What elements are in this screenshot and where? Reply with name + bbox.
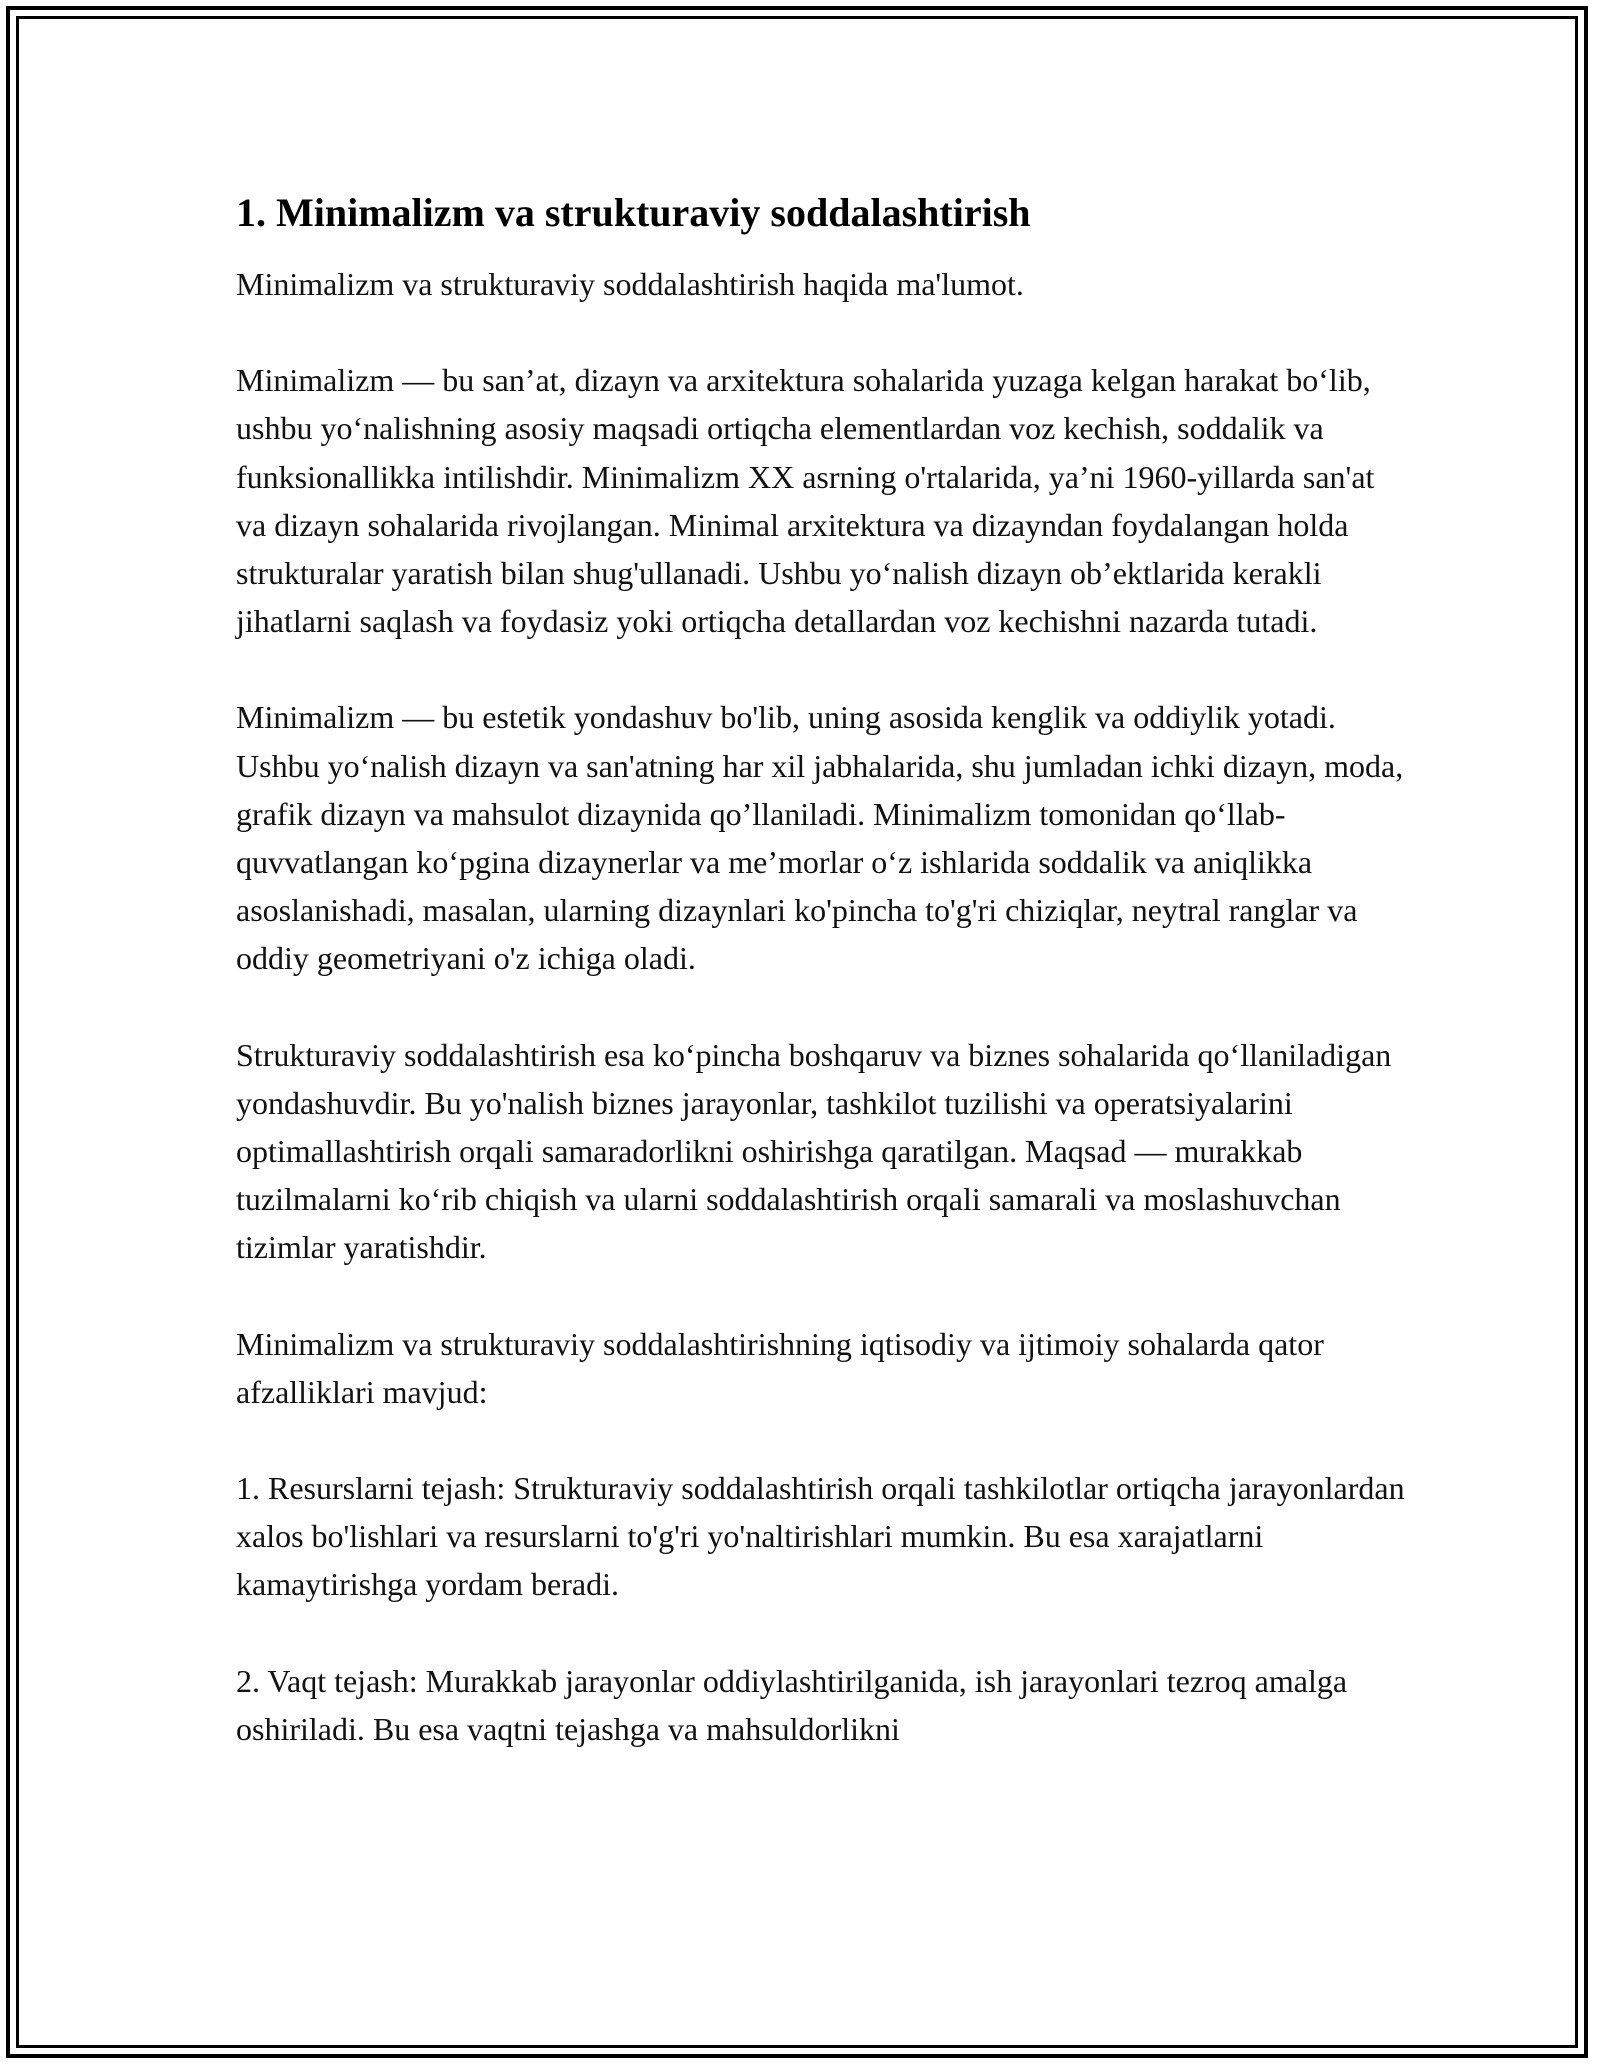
paragraph-structural-simplification: Strukturaviy soddalashtirish esa ko‘pincha boshqaruv va biznes sohalarida qo‘llaniladigan yondashuvdir. Bu yo'nalish biznes jarayonlar, tashkilot tuzilishi va operatsiyalarini optimallashtirish orqali samaradorlikni oshirishga qaratilgan. Maqsad — murakkab tuzilmalarni ko‘rib chiqish va ularni soddalashtirish orqali samarali va moslashuvchan tizimlar yaratishdir. [236, 1036, 1392, 1266]
list-item-time-saving: 2. Vaqt tejash: Murakkab jarayonlar oddiylashtirilganida, ish jarayonlari tezroq amalga oshiriladi. Bu esa vaqtni tejashga va mahsuldorlikni [236, 1662, 1348, 1747]
paragraph-minimalism-definition: Minimalizm — bu san’at, dizayn va arxitektura sohalarida yuzaga kelgan harakat bo‘lib, ushbu yo‘nalishning asosiy maqsadi ortiqcha elementlardan voz kechish, soddalik va funksionallikka intilishdir. Minimalizm XX asrning o'rtalarida, ya’ni 1960-yillarda san'at va dizayn sohalarida rivojlangan. Minimal arxitektura va dizayndan foydalangan holda strukturalar yaratish bilan shug'ullanadi. Ushbu yo‘nalish dizayn ob’ektlarida kerakli jihatlarni saqlash va foydasiz yoki ortiqcha detallardan voz kechishni nazarda tutadi. [236, 362, 1375, 640]
list-item-resource-saving: 1. Resurslarni tejash: Strukturaviy soddalashtirish orqali tashkilotlar ortiqcha jarayonlardan xalos bo'lishlari va resurslarni to'g'ri yo'naltirishlari mumkin. Bu esa xarajatlarni kamaytirishga yordam beradi. [236, 1470, 1405, 1603]
paragraph-minimalism-aesthetic: Minimalizm — bu estetik yondashuv bo'lib, uning asosida kenglik va oddiylik yotadi. Ushbu yo‘nalish dizayn va san'atning har xil jabhalarida, shu jumladan ichki dizayn, moda, grafik dizayn va mahsulot dizaynida qo’llaniladi. Minimalizm tomonidan qo‘llab-quvvatlangan ko‘pgina dizaynerlar va me’morlar o‘z ishlarida soddalik va aniqlikka asoslanishadi, masalan, ularning dizaynlari ko'pincha to'g'ri chiziqlar, neytral ranglar va oddiy geometriyani o'z ichiga oladi. [236, 699, 1404, 977]
document-subtitle: Minimalizm va strukturaviy soddalashtirish haqida ma'lumot. [236, 266, 1024, 302]
document-body [236, 188, 1406, 1753]
document-title: 1. Minimalizm va strukturaviy soddalashtirish [236, 190, 1031, 235]
paragraph-advantages-intro: Minimalizm va strukturaviy soddalashtirishning iqtisodiy va ijtimoiy sohalarda qator afzalliklari mavjud: [236, 1325, 1324, 1410]
